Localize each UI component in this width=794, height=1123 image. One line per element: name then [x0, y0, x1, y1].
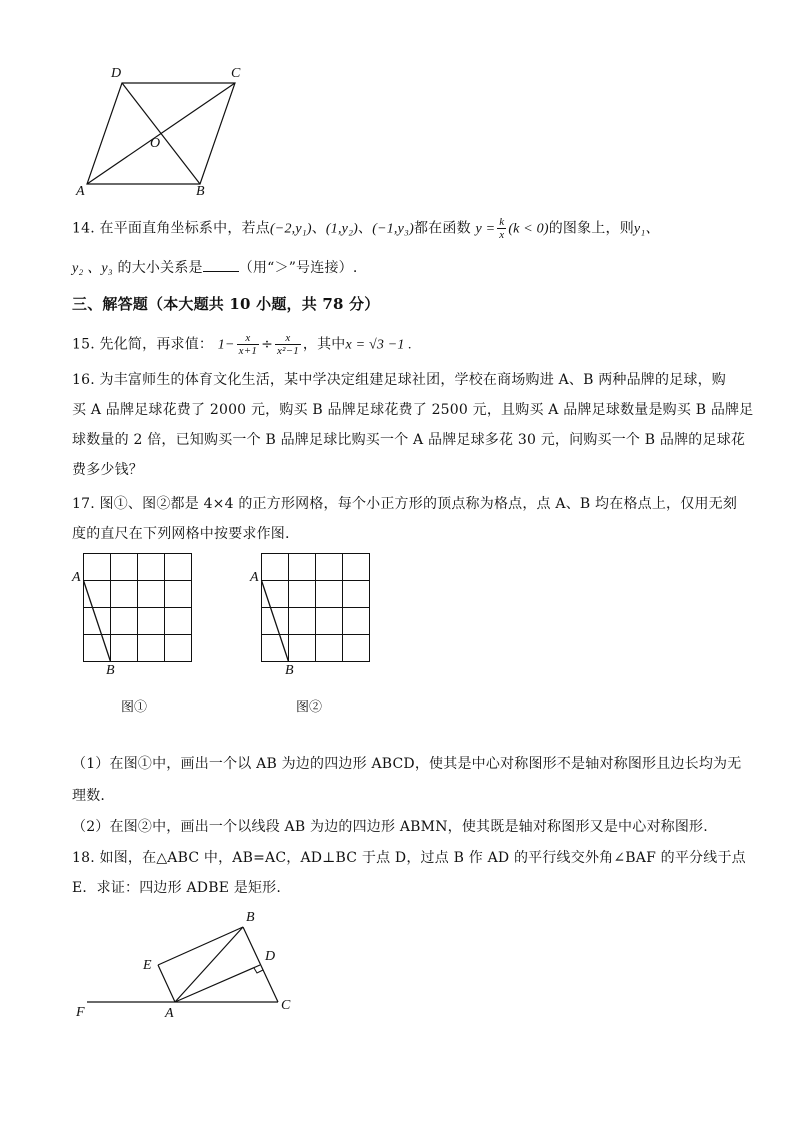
grid-1-label-b: B	[106, 663, 115, 678]
answer-blank[interactable]	[203, 259, 239, 272]
fig18-label-e: E	[143, 958, 152, 973]
fig18-label-c: C	[281, 998, 291, 1013]
fraction-2	[275, 332, 301, 357]
divide-operator: ÷	[261, 336, 273, 353]
grid-2-label-b: B	[285, 663, 294, 678]
separator: 、	[311, 220, 326, 237]
grid-figure-1	[83, 553, 193, 663]
point-1: (−2,y₁)	[269, 221, 312, 237]
question-17-line-2: 度的直尺在下列网格中按要求作图.	[72, 526, 290, 542]
grid-figure-2	[261, 553, 371, 663]
fraction-denominator: x	[499, 229, 505, 241]
point-2: (1,y₂)	[325, 221, 359, 237]
question-18-line-2: E．求证：四边形 ADBE 是矩形.	[72, 880, 282, 896]
question-18-line-1: 18. 如图，在△ABC 中，AB=AC，AD⊥BC 于点 D，过点 B 作 AD 的平行线交外角∠BAF 的平分线于点	[72, 850, 746, 866]
question-text: （用“＞”号连接）.	[238, 260, 358, 276]
fraction-numerator: x	[237, 332, 259, 345]
question-15	[72, 332, 412, 357]
question-number: 14.	[72, 220, 95, 237]
vertex-label-c: C	[231, 66, 241, 81]
question-text: 的图象上，则	[548, 220, 634, 237]
question-text: 都在函数	[413, 220, 471, 237]
question-16-line-2: 买 A 品牌足球花费了 2000 元，购买 B 品牌足球花费了 2500 元，且购买 A 品牌足球数量是购买 B 品牌足	[72, 402, 754, 418]
vars-y2-y3: y₂ 、y₃	[72, 261, 113, 276]
grid-1-caption: 图①	[121, 700, 148, 715]
var-y1: y₁、	[633, 221, 660, 237]
fraction-1	[237, 332, 259, 357]
question-17-part-1-line-2: 理数.	[72, 788, 106, 804]
center-label-o: O	[150, 136, 161, 151]
fig18-label-d: D	[265, 949, 276, 964]
expression-lead: 1−	[217, 337, 235, 353]
question-16-line-4: 费多少钱？	[72, 462, 143, 478]
question-text: 在平面直角坐标系中，若点	[99, 220, 270, 237]
fig18-label-b: B	[246, 910, 255, 925]
function-condition: (k < 0)	[508, 221, 549, 237]
fraction-numerator: x	[275, 332, 301, 345]
question-text: 先化简，再求值：	[99, 336, 214, 353]
grid-1-label-a: A	[72, 570, 81, 585]
grid-2-label-a: A	[250, 570, 259, 585]
grid-2-caption: 图②	[296, 700, 323, 715]
question-number: 15.	[72, 336, 95, 353]
vertex-label-d: D	[111, 66, 122, 81]
vertex-label-b: B	[196, 184, 205, 199]
fraction-denominator: x+1	[238, 345, 258, 357]
fraction-numerator: k	[499, 216, 505, 228]
question-14-line-2	[72, 258, 358, 279]
question-text: ，其中	[302, 336, 346, 353]
question-17-part-2: （2）在图②中，画出一个以线段 AB 为边的四边形 ABMN，使其既是轴对称图形又是中心对称图形.	[72, 819, 708, 835]
function-lhs: y =	[475, 221, 496, 237]
function-fraction	[497, 216, 506, 241]
parallelogram-figure	[70, 66, 260, 201]
fig18-label-a: A	[165, 1006, 174, 1021]
fraction-denominator: x²−1	[277, 345, 299, 357]
question-text: 的大小关系是	[117, 260, 203, 276]
question-16-line-3: 球数量的 2 倍，已知购买一个 B 品牌足球比购买一个 A 品牌足球多花 30 元，问购买一个 B 品牌的足球花	[72, 432, 746, 448]
question-17-part-1-line-1: （1）在图①中，画出一个以 AB 为边的四边形 ABCD，使其是中心对称图形不是轴对称图形且边长均为无	[72, 756, 742, 772]
vertex-label-a: A	[76, 184, 85, 199]
value-condition: x = √3 −1 .	[345, 337, 413, 353]
point-3: (−1,y₃)	[372, 221, 414, 237]
question-16-line-1: 16. 为丰富师生的体育文化生活，某中学决定组建足球社团，学校在商场购进 A、B 两种品牌的足球，购	[72, 372, 727, 388]
fig18-label-f: F	[76, 1005, 85, 1020]
question-17-line-1: 17. 图①、图②都是 4×4 的正方形网格，每个小正方形的顶点称为格点，点 A、B 均在格点上，仅用无刻	[72, 496, 738, 512]
separator: 、	[358, 220, 373, 237]
section-heading: 三、解答题（本大题共 10 小题，共 78 分）	[72, 295, 380, 313]
question-14-line-1	[72, 216, 660, 241]
